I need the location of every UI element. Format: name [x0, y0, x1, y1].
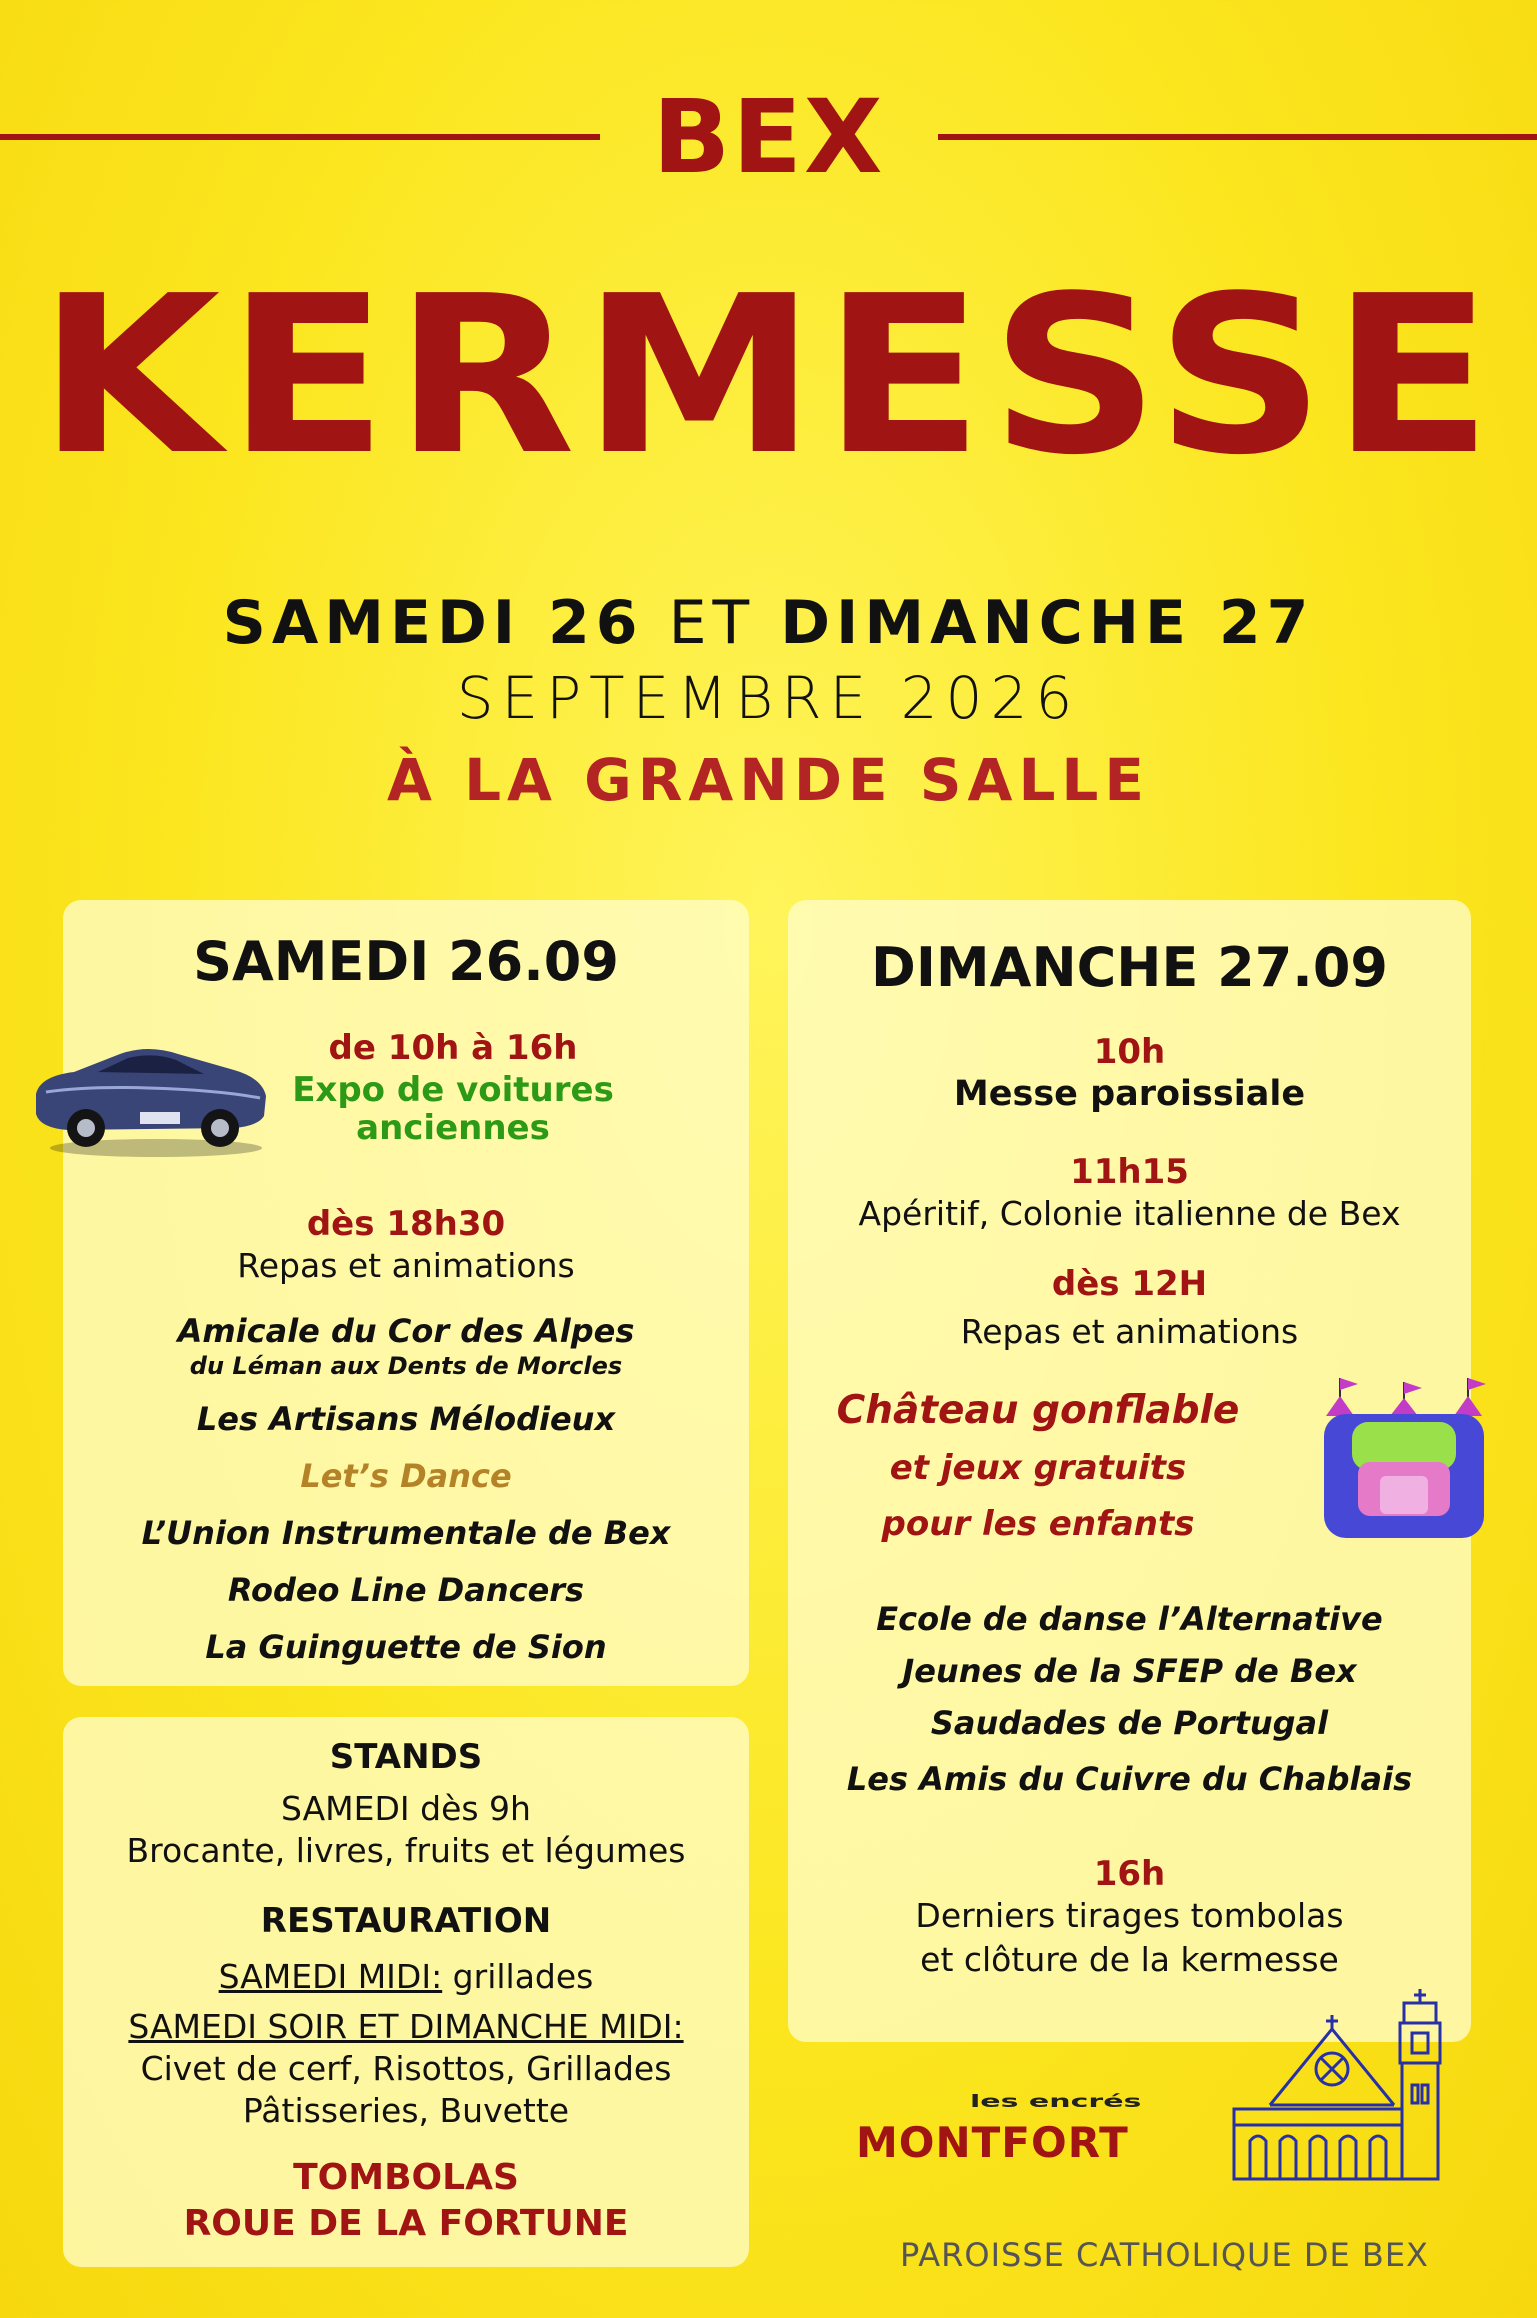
restauration-line-2: Civet de cerf, Risottos, Grillades: [140, 2049, 672, 2088]
saturday-act-1: Amicale du Cor des Alpes: [177, 1312, 635, 1350]
saturday-time-1: de 10h à 16h: [328, 1028, 578, 1068]
date-day1: SAMEDI 26: [222, 588, 644, 658]
saturday-act-6: La Guinguette de Sion: [205, 1628, 607, 1666]
event-venue: À LA GRANDE SALLE: [387, 746, 1150, 814]
stands-panel: [63, 1717, 749, 2267]
bouncy-castle-image: [1318, 1372, 1490, 1548]
saturday-act-4: L’Union Instrumentale de Bex: [141, 1514, 671, 1552]
saturday-expo-line2: anciennes: [356, 1108, 550, 1148]
sunday-act-3: Saudades de Portugal: [930, 1704, 1329, 1742]
date-day2: DIMANCHE 27: [780, 588, 1315, 658]
sunday-meal: Repas et animations: [960, 1312, 1299, 1351]
event-dates: [0, 588, 1537, 658]
sunday-act-1: Ecole de danse l’Alternative: [876, 1600, 1383, 1638]
sunday-time-2: 11h15: [1070, 1152, 1189, 1192]
saturday-act-3: Let’s Dance: [300, 1457, 512, 1495]
sunday-closing-line2: et clôture de la kermesse: [920, 1940, 1339, 1979]
sunday-closing-line1: Derniers tirages tombolas: [915, 1896, 1344, 1935]
saturday-meal: Repas et animations: [237, 1246, 575, 1285]
roue-label: ROUE DE LA FORTUNE: [183, 2203, 629, 2244]
kids-line-1: Château gonflable: [836, 1388, 1240, 1433]
saturday-expo-line1: Expo de voitures: [292, 1070, 614, 1110]
sponsor-tagline: les encrés: [970, 2092, 1142, 2112]
tombolas-label: TOMBOLAS: [293, 2157, 519, 2198]
saturday-act-5: Rodeo Line Dancers: [227, 1571, 585, 1609]
saturday-time-2: dès 18h30: [306, 1204, 506, 1244]
sponsor-logo-text: MONTFORT: [856, 2118, 1129, 2167]
church-drawing-image: [1230, 1985, 1472, 2181]
restauration-line-1: [63, 1957, 749, 1996]
event-title: KERMESSE: [38, 250, 1499, 503]
restauration-line-3: Pâtisseries, Buvette: [242, 2091, 570, 2130]
saturday-act-1-sub: du Léman aux Dents de Morcles: [189, 1352, 623, 1380]
event-month: SEPTEMBRE 2026: [456, 664, 1081, 732]
sunday-time-3: dès 12H: [1051, 1264, 1208, 1304]
parish-name: PAROISSE CATHOLIQUE DE BEX: [900, 2236, 1429, 2274]
date-and: ET: [668, 588, 756, 658]
sunday-heading: DIMANCHE 27.09: [871, 936, 1388, 999]
stands-line-1: SAMEDI dès 9h: [281, 1789, 531, 1828]
restauration-label-2: SAMEDI SOIR ET DIMANCHE MIDI:: [128, 2007, 684, 2046]
saturday-heading: SAMEDI 26.09: [193, 930, 619, 993]
sunday-mass: Messe paroissiale: [953, 1074, 1306, 1114]
stands-heading: STANDS: [329, 1737, 483, 1777]
restauration-text-1: grillades: [442, 1957, 594, 1996]
sunday-time-1: 10h: [1093, 1032, 1166, 1072]
stands-line-2: Brocante, livres, fruits et légumes: [126, 1831, 686, 1870]
sunday-aperitif: Apéritif, Colonie italienne de Bex: [858, 1194, 1401, 1233]
sunday-act-2: Jeunes de la SFEP de Bex: [902, 1652, 1357, 1690]
sunday-time-4: 16h: [1093, 1854, 1166, 1894]
sunday-act-4: Les Amis du Cuivre du Chablais: [846, 1760, 1413, 1798]
town-title: BEX: [652, 78, 885, 197]
restauration-label-1: SAMEDI MIDI:: [218, 1957, 443, 1996]
saturday-panel: [63, 900, 749, 1686]
restauration-heading: RESTAURATION: [260, 1901, 552, 1941]
kids-line-3: pour les enfants: [881, 1504, 1195, 1544]
kids-line-2: et jeux gratuits: [889, 1448, 1187, 1488]
vintage-car-image: [28, 1032, 270, 1162]
saturday-act-2: Les Artisans Mélodieux: [196, 1400, 616, 1438]
